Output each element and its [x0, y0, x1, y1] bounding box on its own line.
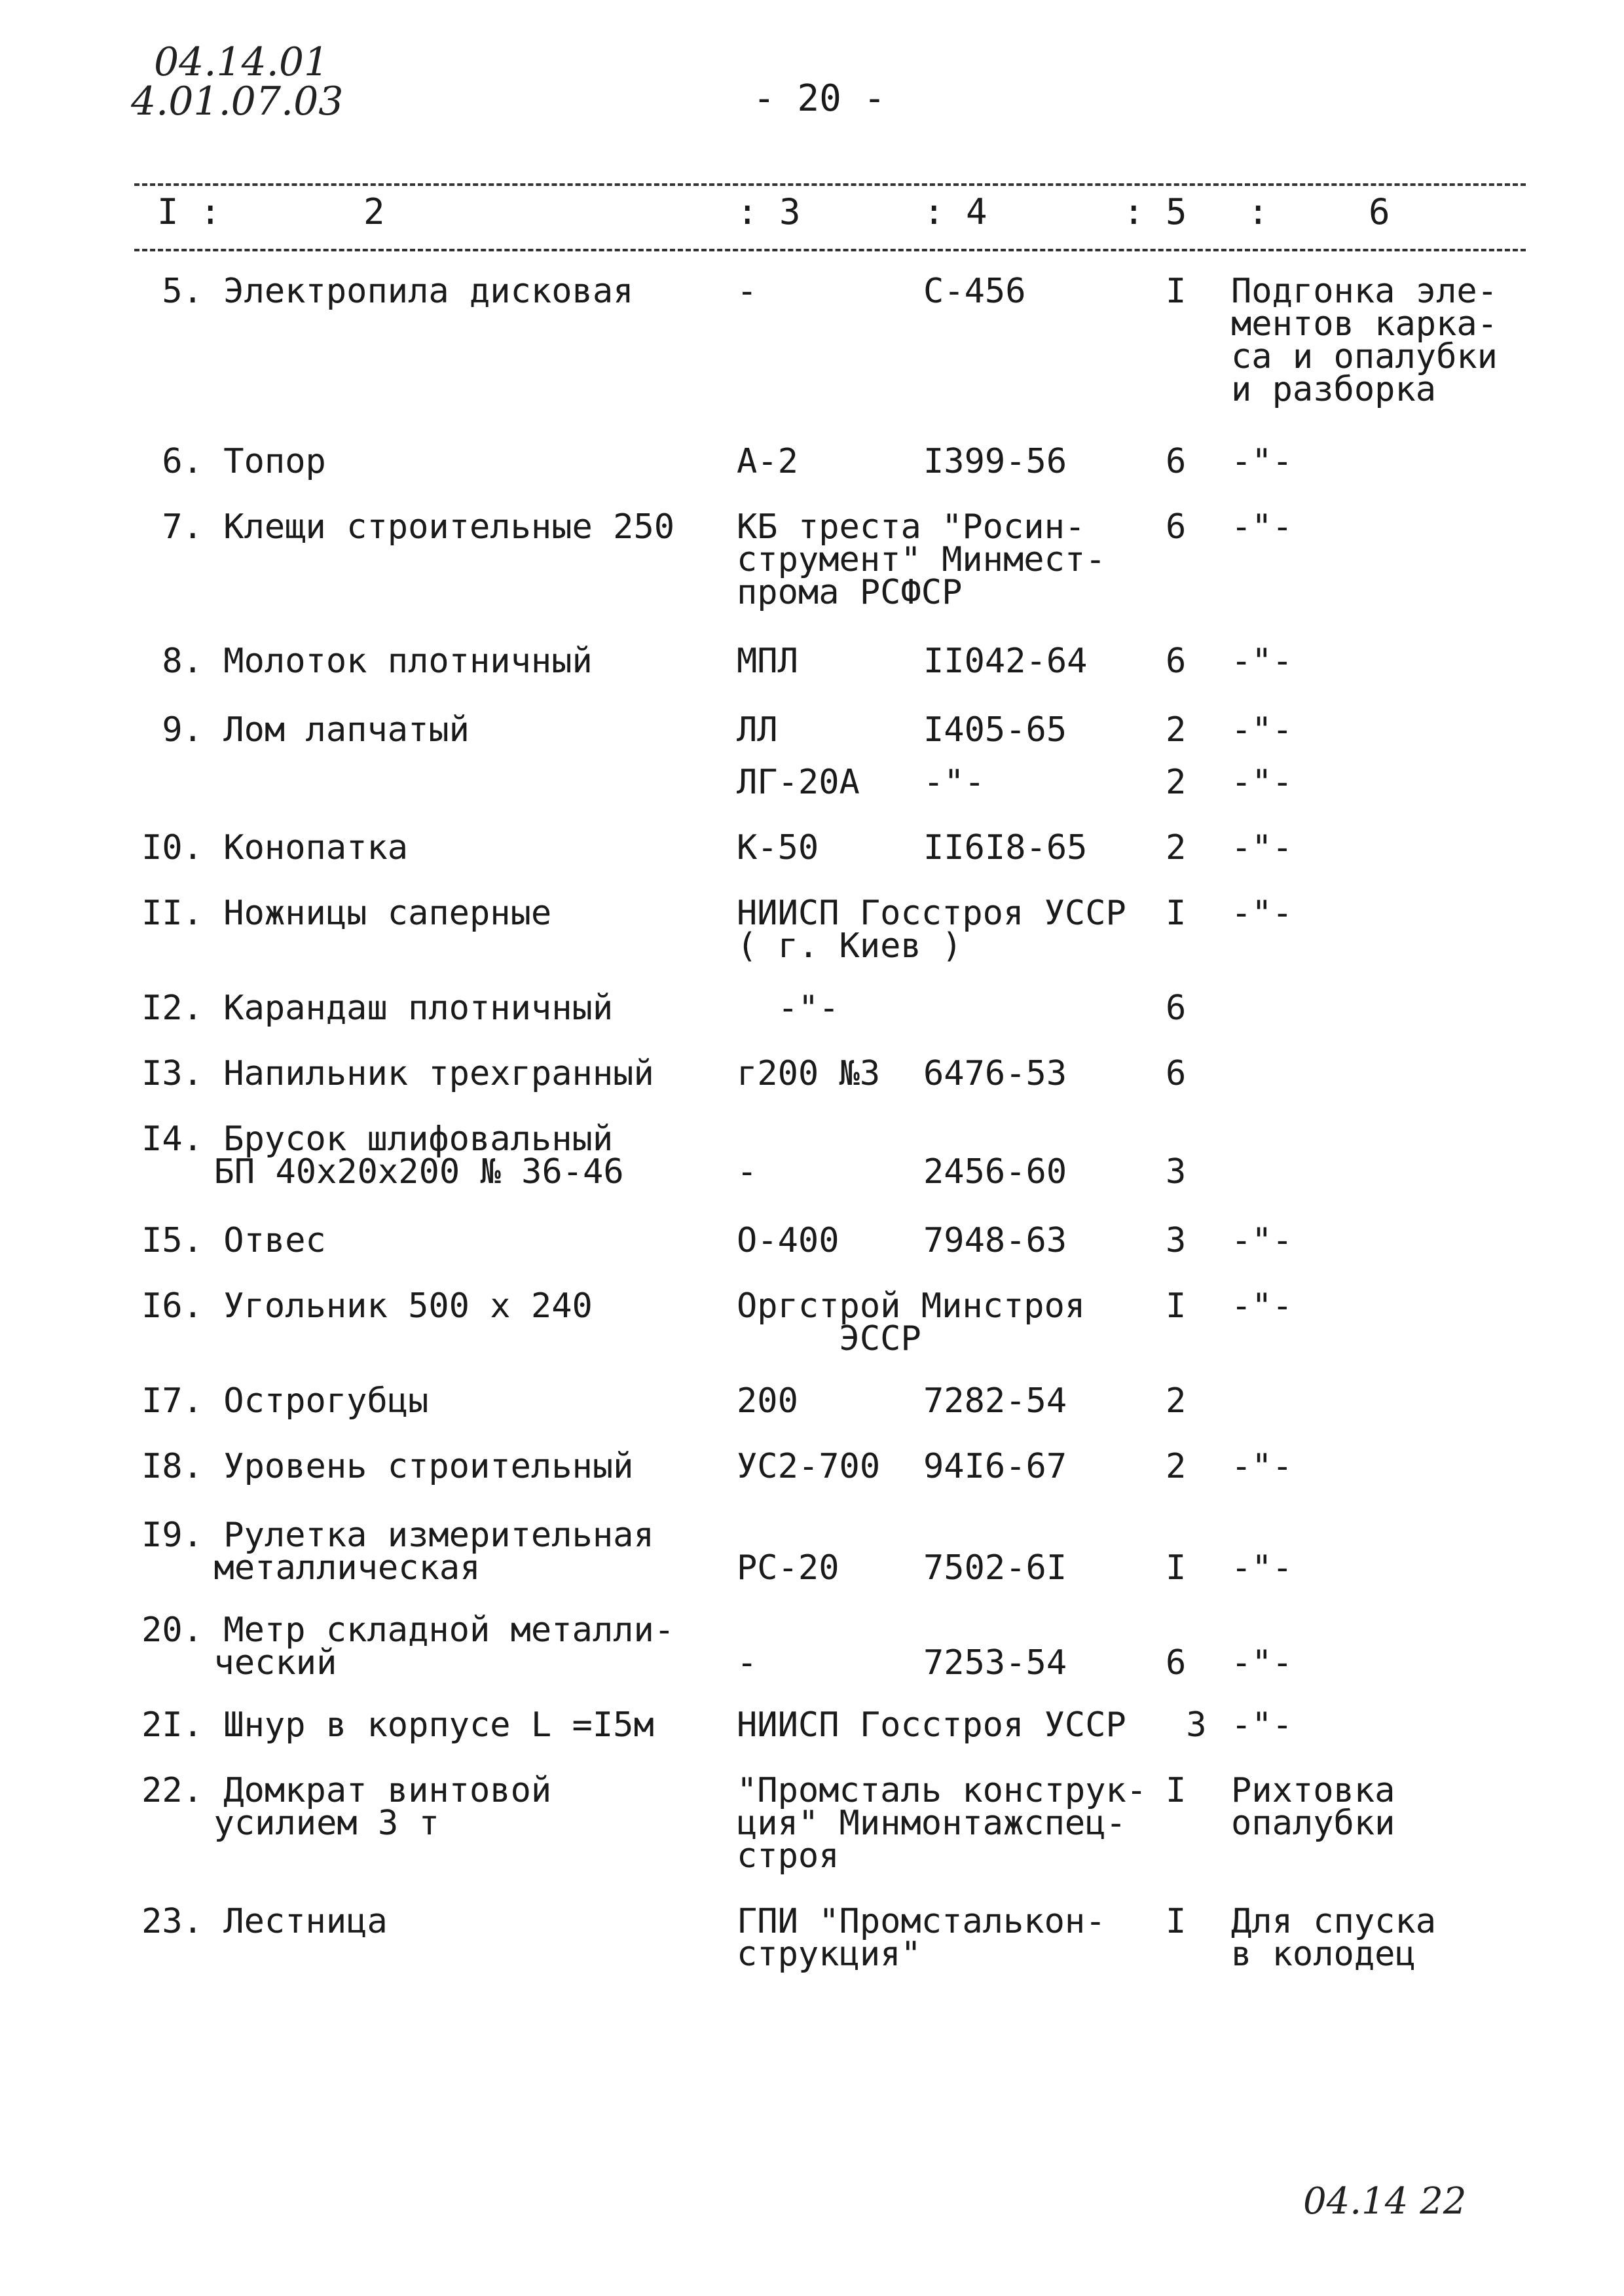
column-4-cell: 2456-60: [923, 1152, 1067, 1192]
table-header-top-rule: [134, 183, 1526, 186]
item-name: Ножницы саперные: [203, 894, 552, 933]
item-number: 20.: [141, 1611, 203, 1650]
column-header-4: : 4: [923, 191, 987, 232]
column-6-cell: -"-: [1231, 1286, 1293, 1326]
column-5-cell: I: [1166, 894, 1187, 933]
column-6-cell: -"-: [1231, 1548, 1293, 1588]
item-name-cell: [111, 1120, 624, 1192]
item-name: Рулетка измерительная металлическая: [213, 1516, 654, 1588]
item-name-cell: [111, 828, 409, 867]
column-3-cell: ГПИ "Промсталькон- струкция": [737, 1902, 1106, 1974]
item-number: I9.: [141, 1516, 203, 1555]
item-number: I8.: [141, 1447, 203, 1486]
column-5-cell: I: [1166, 1771, 1187, 1810]
item-name-cell: [111, 1902, 388, 1941]
column-3-cell: -: [737, 272, 758, 311]
column-4-cell: II6I8-65: [923, 828, 1088, 867]
document-ref-line-2: 4.01.07.03: [131, 79, 344, 124]
column-3-cell: НИИСП Госстроя УССР: [737, 1705, 1126, 1745]
column-5-cell: 2: [1166, 1381, 1187, 1421]
column-3-cell: "Промсталь конструк- ция" Минмонтажспец- строя: [737, 1771, 1147, 1876]
column-6-cell: -"-: [1231, 763, 1293, 802]
item-number: 6.: [162, 442, 203, 481]
column-4-cell: 7948-63: [923, 1221, 1067, 1260]
column-6-cell: Рихтовка опалубки: [1231, 1771, 1395, 1843]
item-number: I6.: [141, 1286, 203, 1326]
item-name-cell: [111, 1771, 552, 1843]
item-name: Клещи строительные 250: [203, 507, 675, 547]
column-6-cell: -"-: [1231, 894, 1293, 933]
column-4-cell: 7282-54: [923, 1381, 1067, 1421]
column-4-cell: С-456: [923, 272, 1026, 311]
column-5-cell: 6: [1166, 989, 1187, 1028]
column-3-cell: МПЛ: [737, 642, 798, 681]
column-5-cell: 3: [1166, 1152, 1187, 1192]
column-6-cell: -"-: [1231, 442, 1293, 481]
item-name-cell: [111, 642, 593, 681]
item-number: 23.: [141, 1902, 203, 1941]
column-3-cell: -"-: [737, 989, 840, 1028]
column-3-cell: Оргстрой Минстроя ЭССР: [737, 1286, 1086, 1358]
item-name: Шнур в корпусе L =I5м: [203, 1705, 654, 1745]
document-ref-line-1: 04.14.01: [154, 39, 329, 85]
column-header-5: : 5: [1123, 191, 1187, 232]
column-5-cell: 6: [1166, 1643, 1187, 1683]
column-6-cell: -"-: [1231, 1705, 1293, 1745]
item-number: I2.: [141, 989, 203, 1028]
column-5-cell: 2: [1166, 1447, 1187, 1486]
item-name: Конопатка: [203, 828, 409, 867]
column-5-cell: I: [1166, 1548, 1187, 1588]
table-header-bottom-rule: [134, 249, 1526, 251]
column-3-cell: ЛЛ: [737, 710, 778, 750]
item-name-cell: [111, 989, 614, 1028]
item-name-cell: [111, 272, 634, 311]
item-name: Карандаш плотничный: [203, 989, 614, 1028]
item-name-cell: [111, 710, 470, 750]
column-5-cell: I: [1166, 272, 1187, 311]
column-3-cell: 200: [737, 1381, 798, 1421]
column-3-cell: ЛГ-20А: [737, 763, 860, 802]
column-5-cell: 6: [1166, 1054, 1187, 1093]
column-3-cell: -: [737, 1152, 758, 1192]
item-name-cell: [111, 1611, 675, 1683]
item-number: I4.: [141, 1120, 203, 1159]
item-number: 9.: [162, 710, 203, 750]
column-5-cell: I: [1166, 1902, 1187, 1941]
item-number: 5.: [162, 272, 203, 311]
item-name: Уровень строительный: [203, 1447, 634, 1486]
column-4-cell: I399-56: [923, 442, 1067, 481]
item-number: 7.: [162, 507, 203, 547]
item-name-cell: [111, 1516, 654, 1588]
column-header-sep: :: [1247, 191, 1269, 232]
item-number: 2I.: [141, 1705, 203, 1745]
column-4-cell: I405-65: [923, 710, 1067, 750]
column-5-cell: I: [1166, 1286, 1187, 1326]
column-6-cell: -"-: [1231, 1643, 1293, 1683]
column-3-cell: КБ треста "Росин- струмент" Минмест- прома РСФСР: [737, 507, 1106, 612]
item-name: Отвес: [203, 1221, 326, 1260]
column-3-cell: г200 №3: [737, 1054, 881, 1093]
column-5-cell: 6: [1166, 507, 1187, 547]
column-6-cell: Подгонка эле- ментов карка- са и опалубки и разборка: [1231, 272, 1498, 409]
item-name-cell: [111, 1286, 593, 1326]
item-name: Острогубцы: [203, 1381, 429, 1421]
item-name-cell: [111, 1221, 326, 1260]
column-5-cell: 6: [1166, 642, 1187, 681]
column-5-cell: 3: [1166, 1221, 1187, 1260]
item-name-cell: [111, 1447, 634, 1486]
item-number: I7.: [141, 1381, 203, 1421]
item-number: 8.: [162, 642, 203, 681]
column-4-cell: 6476-53: [923, 1054, 1067, 1093]
column-3-cell: -: [737, 1643, 758, 1683]
column-5-cell: 2: [1166, 763, 1187, 802]
column-6-cell: -"-: [1231, 828, 1293, 867]
column-6-cell: -"-: [1231, 1221, 1293, 1260]
item-name-cell: [111, 766, 223, 799]
column-header-3: : 3: [737, 191, 801, 232]
item-name: [203, 763, 223, 802]
item-name-cell: [111, 1381, 429, 1421]
item-number: I0.: [141, 828, 203, 867]
item-name: Напильник трехгранный: [203, 1054, 654, 1093]
column-3-cell: О-400: [737, 1221, 840, 1260]
item-name: Домкрат винтовой усилием 3 т: [213, 1771, 552, 1843]
column-4-cell: -"-: [923, 763, 985, 802]
item-name: Угольник 500 х 240: [203, 1286, 593, 1326]
column-3-cell: УС2-700: [737, 1447, 881, 1486]
column-4-cell: 7502-6I: [923, 1548, 1067, 1588]
column-header-2: 2: [363, 191, 385, 232]
column-6-cell: -"-: [1231, 710, 1293, 750]
column-5-cell: 2: [1166, 710, 1187, 750]
column-6-cell: -"-: [1231, 642, 1293, 681]
item-number: I3.: [141, 1054, 203, 1093]
item-name-cell: [111, 1705, 654, 1745]
item-number: II.: [141, 894, 203, 933]
column-3-cell: К-50: [737, 828, 819, 867]
column-4-cell: 7253-54: [923, 1643, 1067, 1683]
item-name: Метр складной металли- ческий: [213, 1611, 675, 1683]
column-5-cell: 3: [1166, 1705, 1207, 1745]
item-name: Лестница: [203, 1902, 388, 1941]
column-3-cell: РС-20: [737, 1548, 840, 1588]
item-name-cell: [111, 507, 675, 547]
item-number: 22.: [141, 1771, 203, 1810]
item-name: Лом лапчатый: [203, 710, 470, 750]
column-4-cell: 94I6-67: [923, 1447, 1067, 1486]
column-5-cell: 6: [1166, 442, 1187, 481]
item-name: Брусок шлифовальный БП 40х20х200 № 36-46: [213, 1120, 624, 1192]
column-3-cell: А-2: [737, 442, 798, 481]
column-6-cell: Для спуска в колодец: [1231, 1902, 1437, 1974]
item-name: Молоток плотничный: [203, 642, 593, 681]
item-name-cell: [111, 1054, 654, 1093]
column-6-cell: -"-: [1231, 1447, 1293, 1486]
item-name-cell: [111, 894, 552, 933]
item-name: Электропила дисковая: [203, 272, 634, 311]
column-header-1: I :: [157, 191, 221, 232]
footer-mark: 04.14 22: [1303, 2180, 1467, 2223]
item-number: I5.: [141, 1221, 203, 1260]
page-number: - 20 -: [753, 77, 886, 120]
item-name-cell: [111, 442, 326, 481]
item-name: Топор: [203, 442, 326, 481]
column-4-cell: II042-64: [923, 642, 1088, 681]
column-header-6: 6: [1369, 191, 1390, 232]
column-3-cell: НИИСП Госстроя УССР ( г. Киев ): [737, 894, 1126, 966]
column-6-cell: -"-: [1231, 507, 1293, 547]
column-5-cell: 2: [1166, 828, 1187, 867]
